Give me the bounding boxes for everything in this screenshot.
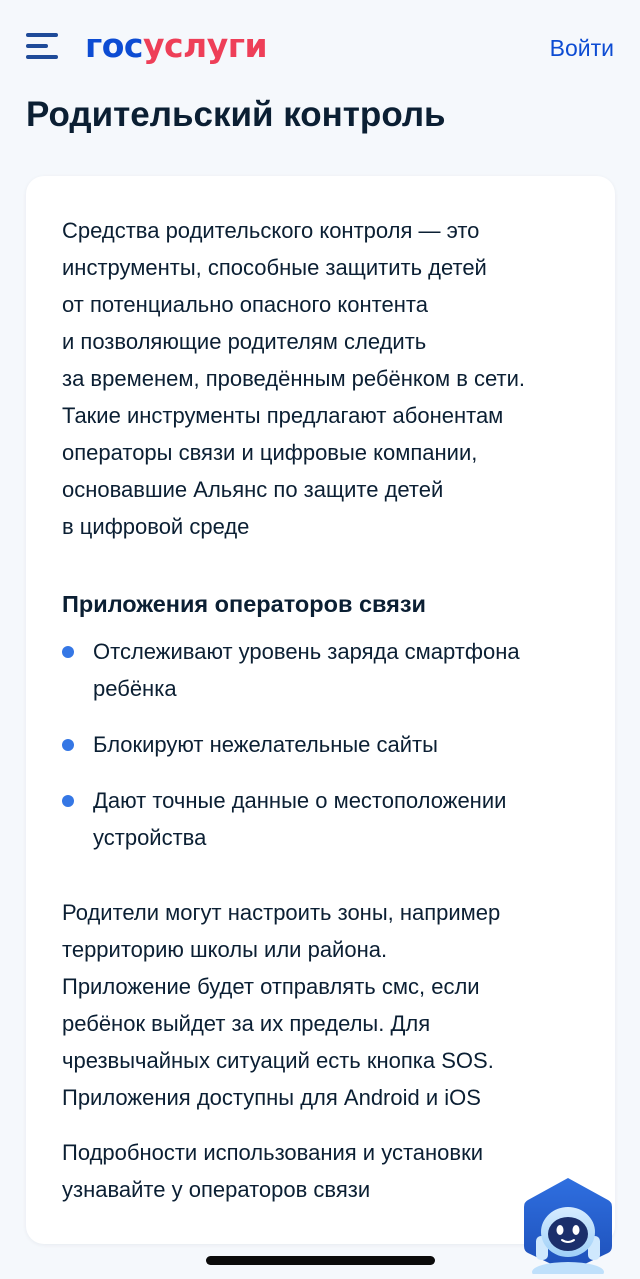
intro-paragraph: [62, 212, 592, 545]
zones-paragraph: [62, 894, 592, 1116]
list-item: [62, 726, 592, 763]
home-indicator: [206, 1256, 435, 1265]
paragraph-line: чрезвычайных ситуаций есть кнопка SOS.: [62, 1048, 494, 1073]
login-button[interactable]: Войти: [550, 32, 614, 64]
list-item: [62, 633, 592, 707]
list-item-line: устройства: [93, 825, 207, 850]
intro-line: Средства родительского контроля — это: [62, 218, 480, 243]
list-item-line: Блокируют нежелательные сайты: [93, 732, 438, 757]
intro-line: инструменты, способные защитить детей: [62, 255, 487, 280]
intro-line: основавшие Альянс по защите детей: [62, 477, 444, 502]
top-header: [0, 0, 640, 96]
logo-part-gos: гос: [85, 26, 143, 65]
menu-icon[interactable]: [26, 33, 60, 61]
paragraph-line: Родители могут настроить зоны, например: [62, 900, 501, 925]
intro-line: Такие инструменты предлагают абонентам: [62, 403, 504, 428]
paragraph-line: территорию школы или района.: [62, 937, 388, 962]
bullet-dot-icon: [62, 646, 74, 658]
list-item-line: ребёнка: [93, 676, 177, 701]
intro-line: за временем, проведённым ребёнком в сети.: [62, 366, 526, 391]
gosuslugi-logo[interactable]: [85, 24, 267, 68]
logo-part-uslugi: услуги: [142, 26, 268, 65]
paragraph-line: Подробности использования и установки: [62, 1140, 484, 1165]
bullet-dot-icon: [62, 795, 74, 807]
intro-line: операторы связи и цифровые компании,: [62, 440, 478, 465]
feature-list: [62, 633, 592, 875]
intro-line: и позволяющие родителям следить: [62, 329, 427, 354]
details-paragraph: [62, 1134, 592, 1208]
list-item-line: Дают точные данные о местоположении: [93, 788, 507, 813]
paragraph-line: Приложения доступны для Android и iOS: [62, 1085, 481, 1110]
section-title: Приложения операторов связи: [62, 591, 426, 617]
page-title: Родительский контроль: [26, 95, 446, 134]
paragraph-line: узнавайте у операторов связи: [62, 1177, 371, 1202]
paragraph-line: Приложение будет отправлять смс, если: [62, 974, 480, 999]
content-card: [26, 176, 615, 1244]
list-item: [62, 782, 592, 856]
list-item-line: Отслеживают уровень заряда смартфона: [93, 639, 520, 664]
bullet-dot-icon: [62, 739, 74, 751]
robot-assistant-icon[interactable]: [522, 1176, 614, 1274]
intro-line: от потенциально опасного контента: [62, 292, 428, 317]
paragraph-line: ребёнок выйдет за их пределы. Для: [62, 1011, 431, 1036]
intro-line: в цифровой среде: [62, 514, 250, 539]
